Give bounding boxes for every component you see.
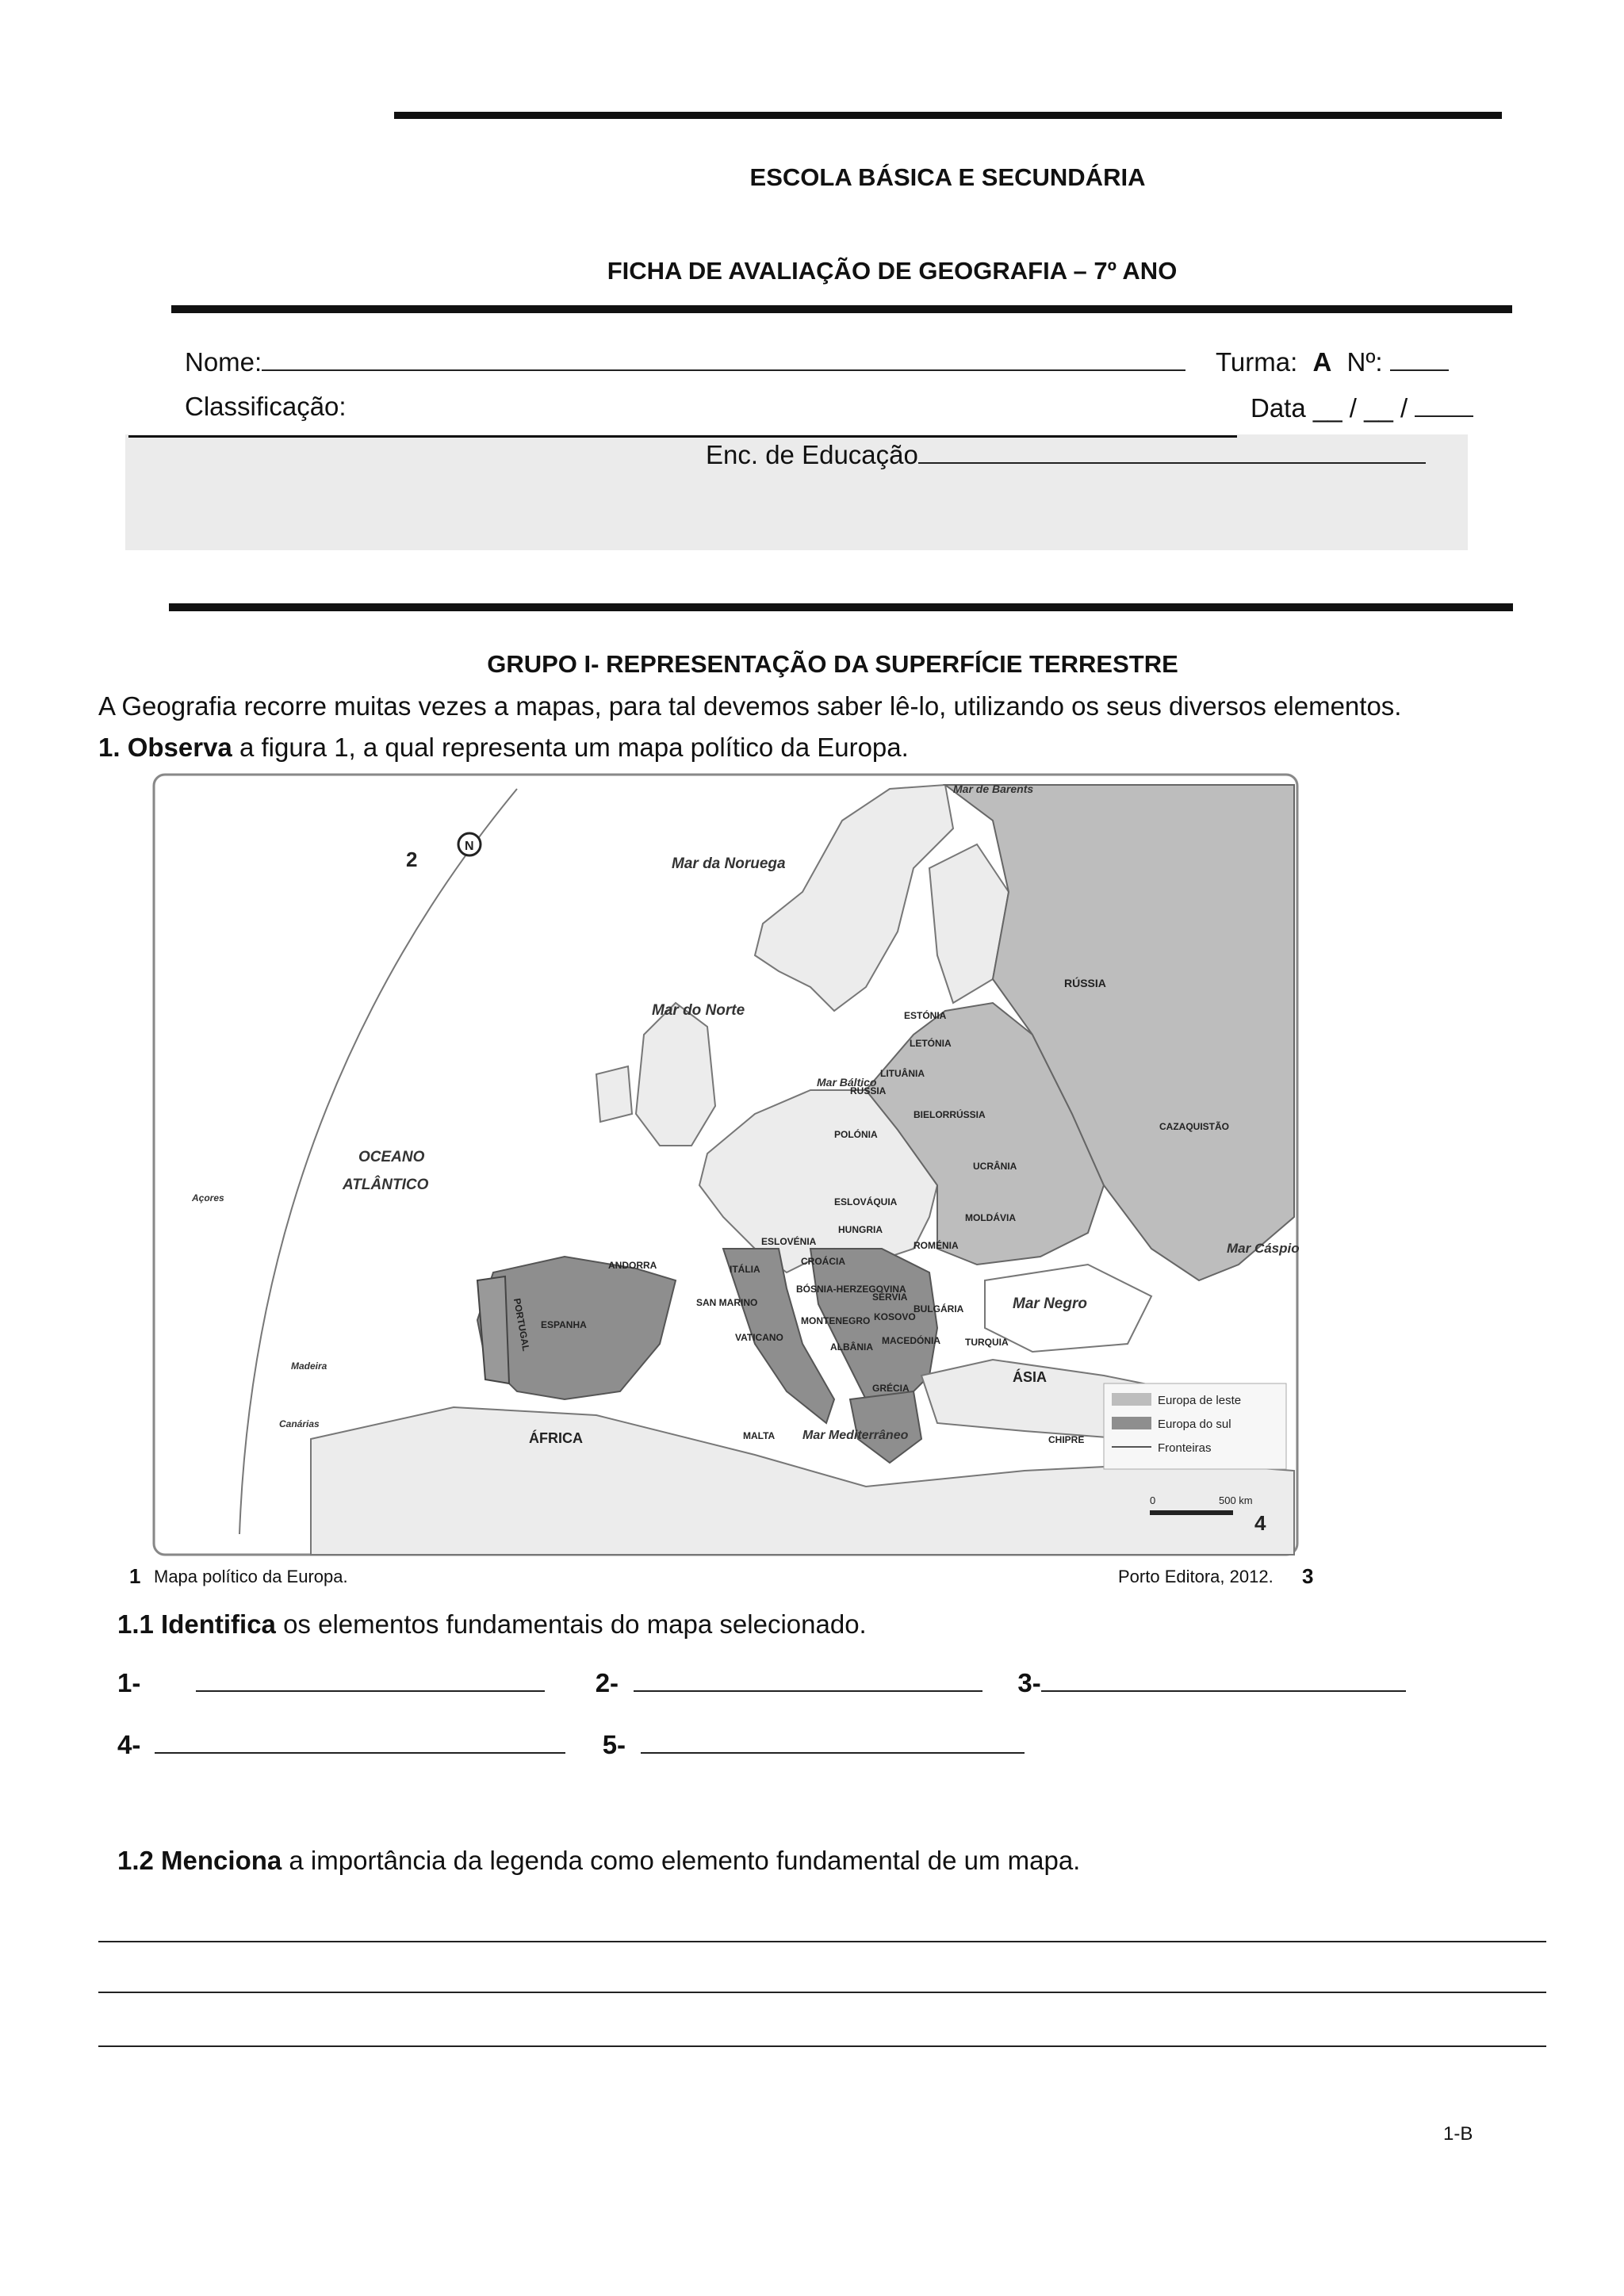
page-number: 1-B [1443,2123,1473,2145]
turma-value: A [1312,347,1332,377]
legend-swatch-sul [1112,1417,1151,1429]
marker-4: 4 [1254,1511,1266,1535]
question-1-2-bold: 1.2 Menciona [117,1846,282,1875]
label-grecia: GRÉCIA [872,1383,910,1394]
label-macedonia: MACEDÓNIA [882,1335,940,1346]
question-1-bold: 1. Observa [98,733,232,762]
label-romenia: ROMÉNIA [914,1240,959,1251]
numero-field[interactable] [1390,346,1449,371]
answer-1-num: 1- [117,1668,141,1697]
label-caspio: Mar Cáspio [1227,1241,1299,1256]
nome-label: Nome: [185,347,262,377]
label-portugal: PORTUGAL [511,1297,532,1353]
scale-bar [1150,1510,1233,1515]
question-1-1-text: os elementos fundamentais do mapa selecionado. [283,1609,867,1639]
label-hungria: HUNGRIA [838,1224,883,1235]
label-servia: SÉRVIA [872,1292,908,1303]
label-africa: ÁFRICA [529,1430,583,1446]
answer-1-field[interactable] [196,1667,545,1692]
label-bulgaria: BULGÁRIA [914,1303,964,1314]
data-label: Data [1251,393,1306,423]
label-kosovo: KOSOVO [874,1311,916,1322]
label-lituania: LITUÂNIA [880,1068,925,1079]
question-1-1 [117,1609,867,1640]
legend-swatch-leste [1112,1393,1151,1406]
land-ireland [596,1066,632,1122]
question-1-2-text: a importância da legenda como elemento fundamental de um mapa. [289,1846,1081,1875]
label-barents: Mar de Barents [953,783,1034,795]
answer-line-2[interactable] [98,1992,1546,1993]
answer-2-num: 2- [595,1668,619,1697]
question-1-1-bold: 1.1 Identifica [117,1609,276,1639]
answer-5-num: 5- [602,1730,626,1759]
answer-line-1[interactable] [98,1941,1546,1942]
group-title: GRUPO I- REPRESENTAÇÃO DA SUPERFÍCIE TERRESTRE [487,650,1178,678]
form-bottom-rule [169,603,1513,611]
label-atlantico: ATLÂNTICO [343,1177,429,1193]
turma-label: Turma: [1216,347,1298,377]
answer-row-2 [117,1728,1025,1760]
marker-2: 2 [406,848,418,871]
answer-row-1 [117,1667,1406,1698]
label-ucrania: UCRÂNIA [973,1161,1017,1172]
label-madeira: Madeira [291,1360,327,1372]
label-eslovenia: ESLOVÉNIA [761,1236,817,1247]
legend-leste: Europa de leste [1158,1394,1242,1407]
label-canarias: Canárias [279,1418,320,1429]
label-bosnia: BÓSNIA-HERZEGOVINA [796,1284,906,1295]
scale-km: 500 km [1219,1494,1253,1506]
label-mediterraneo: Mar Mediterrâneo [802,1429,909,1442]
label-andorra: ANDORRA [608,1260,657,1271]
answer-4-field[interactable] [155,1728,565,1754]
enc-row [706,438,1426,470]
map-caption: Mapa político da Europa. [154,1567,348,1586]
sheet-title: FICHA DE AVALIAÇÃO DE GEOGRAFIA – 7º ANO [607,257,1178,285]
answer-2-field[interactable] [634,1667,982,1692]
label-vaticano: VATICANO [735,1332,783,1343]
marker-3: 3 [1302,1564,1314,1588]
classificacao-label: Classificação: [185,392,347,421]
school-name: ESCOLA BÁSICA E SECUNDÁRIA [749,163,1146,191]
label-eslovaquia: ESLOVÁQUIA [834,1196,898,1207]
enc-field[interactable] [918,438,1426,464]
north-marker-label: N [465,840,474,853]
map-source: Porto Editora, 2012. [1118,1567,1274,1586]
label-malta: MALTA [743,1430,776,1441]
label-san-marino: SAN MARINO [696,1297,758,1308]
label-italia: ITÁLIA [730,1264,760,1275]
data-row [1251,392,1473,423]
answer-4-num: 4- [117,1730,141,1759]
marker-1: 1 [129,1564,141,1588]
answer-line-3[interactable] [98,2045,1546,2047]
label-chipre: CHIPRE [1048,1434,1085,1445]
nome-field[interactable] [262,346,1185,371]
legend-sul: Europa do sul [1158,1418,1231,1431]
label-moldavia: MOLDÁVIA [965,1212,1016,1223]
label-russia: RÚSSIA [1064,977,1106,989]
question-1-text: a figura 1, a qual representa um mapa político da Europa. [239,733,909,762]
label-noruega: Mar da Noruega [672,855,786,872]
label-albania: ALBÂNIA [830,1341,873,1353]
group-intro: A Geografia recorre muitas vezes a mapas, para tal devemos saber lê-lo, utilizando os seus diversos elementos. [98,691,1402,721]
answer-3-field[interactable] [1041,1667,1406,1692]
question-1 [98,733,909,763]
scale-zero: 0 [1150,1494,1156,1506]
label-cazaquistao: CAZAQUISTÃO [1159,1121,1229,1132]
label-montenegro: MONTENEGRO [801,1315,871,1326]
numero-label: Nº: [1346,347,1383,377]
data-year-field[interactable] [1415,392,1473,417]
label-oceano: OCEANO [358,1149,425,1165]
label-bielorrussia: BIELORRÚSSIA [914,1109,986,1120]
label-estonia: ESTÓNIA [904,1010,947,1021]
legend-fronteiras: Fronteiras [1158,1441,1212,1455]
label-negro: Mar Negro [1013,1295,1087,1312]
enc-label: Enc. de Educação [706,440,918,469]
answer-5-field[interactable] [641,1728,1025,1754]
turma-row [1216,346,1449,377]
label-baltico: Mar Báltico [817,1076,877,1089]
label-turquia: TURQUIA [965,1337,1009,1348]
europe-map [152,773,1299,1556]
label-russia-small: RÚSSIA [850,1085,887,1096]
label-acores: Açores [192,1192,224,1203]
nome-row [185,346,1185,377]
label-asia: ÁSIA [1013,1369,1048,1385]
classificacao-rule [128,435,1237,438]
top-rule [394,112,1502,119]
answer-3-num: 3- [1017,1668,1041,1697]
data-field[interactable]: __ / __ / [1312,393,1408,423]
label-norte: Mar do Norte [652,1002,745,1019]
title-rule [171,305,1512,313]
label-letonia: LETÓNIA [910,1038,952,1049]
question-1-2 [117,1846,1080,1876]
label-polonia: POLÓNIA [834,1129,878,1140]
label-croacia: CROÁCIA [801,1256,845,1267]
label-espanha: ESPANHA [541,1319,587,1330]
